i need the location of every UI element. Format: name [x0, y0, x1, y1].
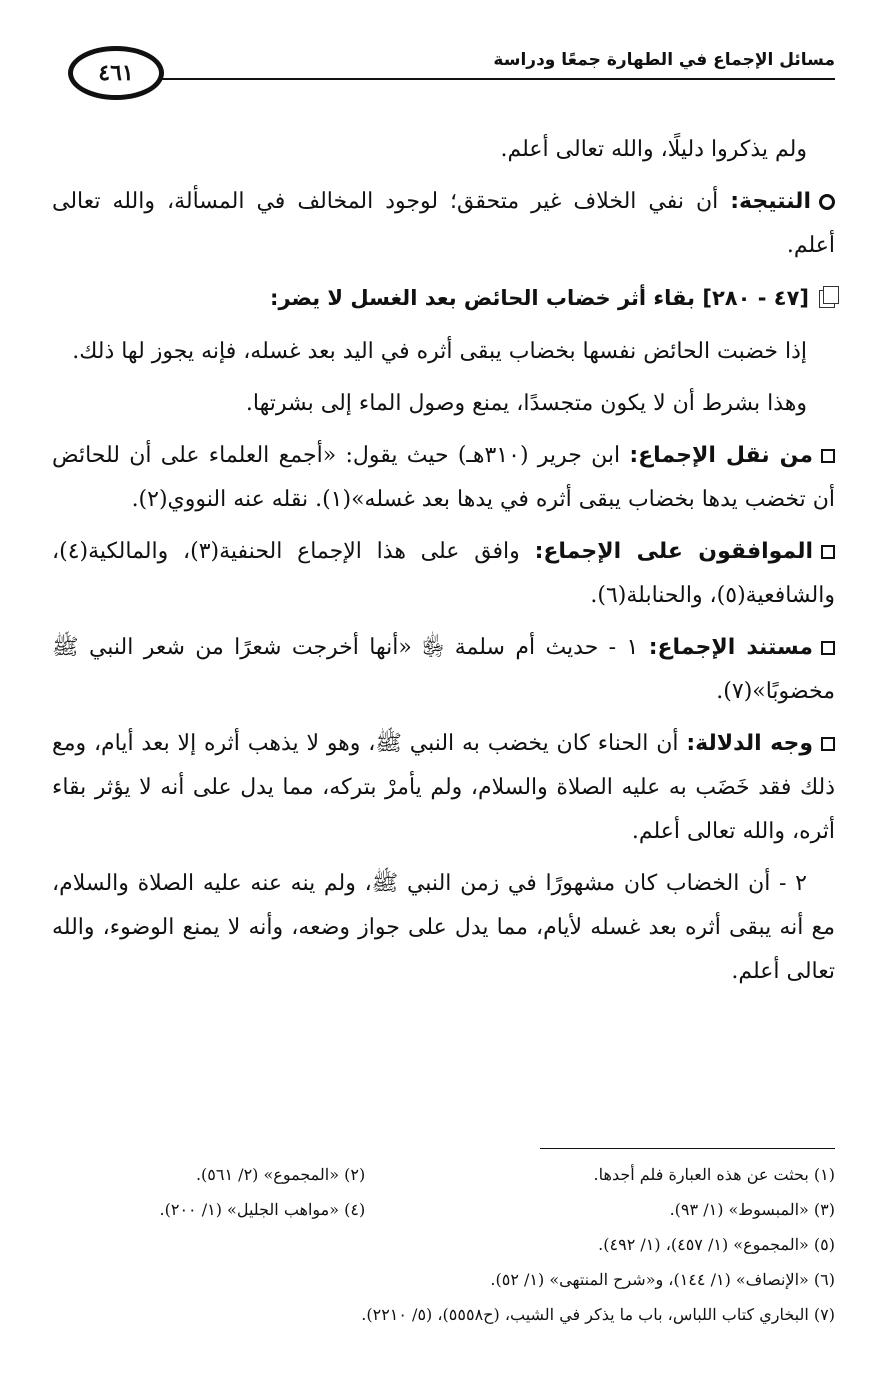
footnote-1: (١) بحثت عن هذه العبارة فلم أجدها. — [593, 1165, 835, 1184]
result-paragraph — [52, 180, 835, 268]
result-text: أن نفي الخلاف غير متحقق؛ لوجود المخالف في المسألة، والله تعالى أعلم. — [52, 189, 835, 258]
result-label: النتيجة: — [730, 189, 811, 214]
closing-line: ولم يذكروا دليلًا، والله تعالى أعلم. — [500, 137, 807, 162]
transmitter-paragraph — [52, 434, 835, 522]
transmitter-label: من نقل الإجماع: — [629, 443, 813, 468]
page-header — [68, 42, 835, 112]
condition-paragraph: وهذا بشرط أن لا يكون متجسدًا، يمنع وصول الماء إلى بشرتها. — [245, 391, 807, 416]
square-bullet-icon — [821, 737, 835, 751]
footnote-5: (٥) «المجموع» (١/ ٤٥٧)، (١/ ٤٩٢). — [598, 1235, 835, 1254]
issue-paragraph: إذا خضبت الحائض نفسها بخضاب يبقى أثره في اليد بعد غسله، فإنه يجوز لها ذلك. — [72, 339, 807, 364]
footnote-rule — [540, 1148, 835, 1149]
basis-paragraph — [52, 626, 835, 714]
square-bullet-icon — [821, 449, 835, 463]
basis-text: ١ - حديث أم سلمة ﵂ «أنها أخرجت شعرًا من شعر النبي ﷺ مخضوبًا»(٧). — [52, 635, 835, 704]
square-bullet-icon — [821, 545, 835, 559]
header-rule — [158, 78, 835, 80]
document-icon — [819, 290, 835, 308]
section-heading — [52, 276, 835, 320]
evidence-label: وجه الدلالة: — [686, 731, 813, 756]
footnote-7: (٧) البخاري كتاب اللباس، باب ما يذكر في الشيب، (ح٥٥٥٨)، (٥/ ٢٢١٠). — [361, 1305, 835, 1324]
ring-bullet-icon — [819, 194, 835, 210]
footnote-2: (٢) «المجموع» (٢/ ٥٦١). — [195, 1165, 366, 1184]
basis-label: مستند الإجماع: — [648, 635, 814, 660]
footnote-4: (٤) «مواهب الجليل» (١/ ٢٠٠). — [159, 1200, 366, 1219]
agreers-text: وافق على هذا الإجماع الحنفية(٣)، والمالكية(٤)، والشافعية(٥)، والحنابلة(٦). — [52, 539, 835, 608]
section-heading-text: [٤٧ - ٢٨٠] بقاء أثر خضاب الحائض بعد الغسل لا يضر: — [270, 286, 809, 310]
agreers-label: الموافقون على الإجماع: — [534, 539, 813, 564]
footnote-3: (٣) «المبسوط» (١/ ٩٣). — [669, 1200, 835, 1219]
main-text — [52, 128, 835, 1002]
running-title: مسائل الإجماع في الطهارة جمعًا ودراسة — [493, 50, 835, 70]
agreers-paragraph — [52, 530, 835, 618]
evidence-text: أن الحناء كان يخضب به النبي ﷺ، وهو لا يذهب أثره إلا بعد أيام، ومع ذلك فقد خَضَب به عليه الصلاة والسلام، ولم يأمرْ بتركه، مما يدل على أنه لا يؤثر بقاء أثره، والله تعالى أعلم. — [52, 731, 835, 844]
footnote-6: (٦) «الإنصاف» (١/ ١٤٤)، و«شرح المنتهى» (١/ ٥٢). — [490, 1270, 835, 1289]
footnote-row — [52, 1192, 835, 1227]
square-bullet-icon — [821, 641, 835, 655]
transmitter-text: ابن جرير (٣١٠هـ) حيث يقول: «أجمع العلماء على أن للحائض أن تخضب يدها بخضاب يبقى أثره في يدها بعد غسله»(١). نقله عنه النووي(٢). — [52, 443, 835, 512]
footnote-row — [52, 1157, 835, 1192]
evidence-paragraph — [52, 722, 835, 854]
footnotes — [52, 1148, 835, 1332]
second-evidence-paragraph: ٢ - أن الخضاب كان مشهورًا في زمن النبي ﷺ، ولم ينه عنه عليه الصلاة والسلام، مع أنه يبقى أثره بعد غسله لأيام، مما يدل على جواز وضعه، وأنه لا يمنع الوضوء، والله تعالى أعلم. — [52, 871, 835, 984]
page-number: ٤٦١ — [68, 46, 164, 100]
